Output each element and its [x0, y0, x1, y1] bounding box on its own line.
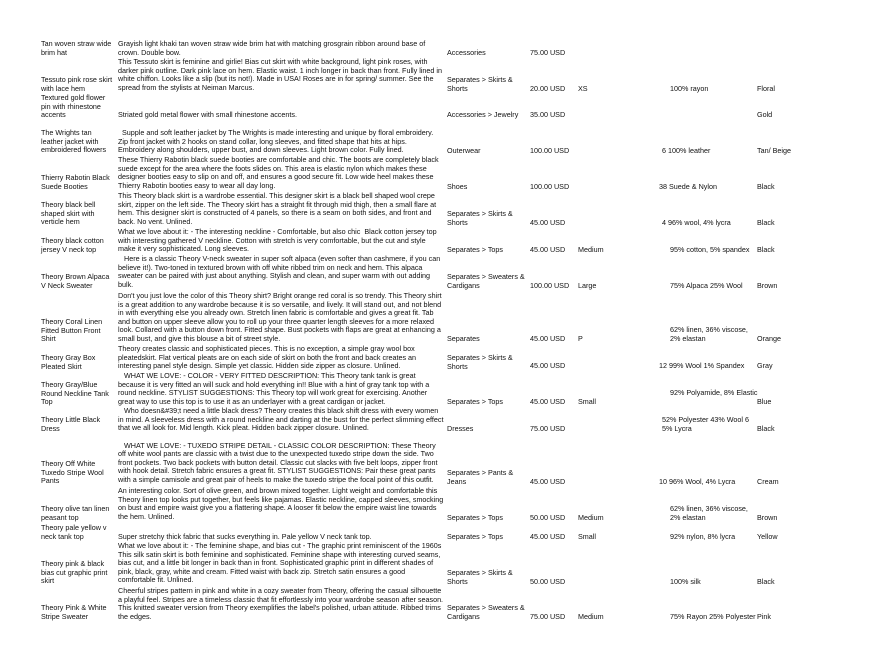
item-price: 75.00 USD: [530, 48, 566, 57]
item-name: Theory Pink & White Stripe Sweater: [41, 603, 109, 621]
item-material: 62% linen, 36% viscose, 2% elastan: [670, 325, 750, 343]
item-description: Supple and soft leather jacket by The Wrights is made interesting and unique by floral embroidery. Zip front jacket with 2 hooks on stand collar, long sleeves, and fitted shape that hits at hips. Embroidery along shoulders, upper bust, and down sleeves. Light brown color. Fully lined.: [118, 128, 436, 155]
item-color: Brown: [757, 281, 778, 290]
item-price: 100.00 USD: [530, 146, 570, 155]
item-category: Separates > Tops: [447, 513, 504, 522]
item-name: Theory olive tan linen peasant top: [41, 504, 112, 522]
item-size: Small: [578, 397, 596, 406]
item-material: 12 99% Wool 1% Spandex: [659, 361, 745, 370]
item-description: WHAT WE LOVE: - COLOR - VERY FITTED DESCRIPTION: This Theory tank tank is great because it is very fitted an will suck and hold everything in!! Blue with a hint of gray tank top with a round neckline. STYLIST SUGGESTIONS: This Theory top will work great for exercising. Another great way to use this top is to use it as an underlayer with a great cardigan or jacket.: [118, 371, 432, 406]
item-color: Tan/ Beige: [757, 146, 791, 155]
item-material: 95% cotton, 5% spandex: [670, 245, 750, 254]
item-color: Yellow: [757, 532, 778, 541]
item-category: Separates > Skirts & Shorts: [447, 209, 515, 227]
item-color: Black: [757, 424, 775, 433]
item-price: 45.00 USD: [530, 397, 566, 406]
item-price: 45.00 USD: [530, 218, 566, 227]
item-description: Super stretchy thick fabric that sucks everything in. Pale yellow V neck tank top.: [118, 532, 372, 541]
item-price: 45.00 USD: [530, 477, 566, 486]
item-price: 35.00 USD: [530, 110, 566, 119]
item-size: Small: [578, 532, 596, 541]
item-material: 10 96% Wool, 4% Lycra: [659, 477, 736, 486]
item-price: 50.00 USD: [530, 513, 566, 522]
item-description: Don't you just love the color of this Theory shirt? Bright orange red coral is so trendy. This Theory shirt is a great addition to any wardrobe because it is so versatile, and lively. It will stand out, and not blend in with everything else you already own. Stretch linen fabric is comfortable and gives a great fit. Tab and button on upper sleeve allow you to roll up your three quarter length sleeves for a more relaxed look. Collared with a button down front. Fitted shape. Bust pockets with flaps are great at enhancing a small bust, and give this blouse a bit of street style.: [118, 291, 444, 343]
item-category: Separates: [447, 334, 480, 343]
item-description: Here is a classic Theory V-neck sweater in super soft alpaca (even softer than cashmere, if you can believe it!). Two-toned in textured brown with off white ribbed trim on neck and hem. This alpaca sweater can be paired with just about anything. Stylish and clean, and super warm with out adding bulk.: [118, 254, 443, 289]
item-description: These Thierry Rabotin black suede booties are comfortable and chic. The boots are completely black suede except for the area where the foots slides on. This area is elastic nylon which makes these designer booties easy to slip on and off, and ensures a good secure fit. Low wide heel makes these Thierry Rabotin booties easy to wear all day long.: [118, 155, 441, 190]
item-price: 50.00 USD: [530, 577, 566, 586]
item-category: Separates > Skirts & Shorts: [447, 75, 515, 93]
item-color: Black: [757, 577, 775, 586]
item-name: Textured gold flower pin with rhinestone accents: [41, 93, 108, 120]
item-name: Theory pink & black bias cut graphic print skirt: [41, 559, 110, 586]
item-description: Striated gold metal flower with small rhinestone accents.: [118, 110, 297, 119]
item-price: 45.00 USD: [530, 532, 566, 541]
item-price: 45.00 USD: [530, 361, 566, 370]
item-size: Medium: [578, 612, 604, 621]
item-material: 75% Alpaca 25% Wool: [670, 281, 743, 290]
item-material: 75% Rayon 25% Polyester: [670, 612, 756, 621]
item-material: 62% linen, 36% viscose, 2% elastan: [670, 504, 750, 522]
item-color: Gold: [757, 110, 773, 119]
item-size: P: [578, 334, 583, 343]
item-description: What we love about it: - The feminine shape, and bias cut - The graphic print reminiscent of the 1960s This silk satin skirt is both feminine and sophisticated. Feminine shape with interesting curved seams, bias cut, and a little bit longer in back than in front. Sophisticated graphic print in different shades of pink, black, gray, white and cream. Fitted waist with back zip. Stretch satin ensures a good comfortable fit. Unlined.: [118, 541, 444, 585]
item-name: Theory Coral Linen Fitted Button Front Shirt: [41, 317, 105, 344]
item-price: 75.00 USD: [530, 612, 566, 621]
item-material: 92% Polyamide, 8% Elastic: [670, 388, 758, 397]
item-material: 100% silk: [670, 577, 701, 586]
item-price: 100.00 USD: [530, 281, 570, 290]
item-color: Blue: [757, 397, 772, 406]
item-color: Black: [757, 182, 775, 191]
item-name: Thierry Rabotin Black Suede Booties: [41, 173, 112, 191]
item-description: An interesting color. Sort of olive green, and brown mixed together. Light weight and comfortable this Theory linen top looks put together, but feels like pajamas. Elastic neckline, capped sleeves, smocking on bust and empire waist give you a flattering shape. A looser fit below the empire waist line towards the hem. Unlined.: [118, 486, 446, 521]
item-description: WHAT WE LOVE: - TUXEDO STRIPE DETAIL - CLASSIC COLOR DESCRIPTION: These Theory off white wool pants are classic with a twist due to the unexpected tuxedo stripe down the side. Two front pockets. Two back pockets with button detail. Classic cut slacks with five belt loops, zipper front with hook detail. Stretch fabric ensures a great fit. STYLIST SUGGESTIONS: Pair these great pants with a simple camisole and great pair of heels to make the tuxedo stripe the focal point of this outfit.: [118, 440, 438, 484]
item-price: 100.00 USD: [530, 182, 570, 191]
item-price: 20.00 USD: [530, 84, 566, 93]
item-category: Separates > Sweaters & Cardigans: [447, 272, 527, 290]
item-name: Tan woven straw wide brim hat: [41, 39, 114, 57]
item-price: 45.00 USD: [530, 245, 566, 254]
item-description: Who doesn&#39;t need a little black dress? Theory creates this black shift dress with every women in mind. A sleeveless dress with a round neckline and darting at the bust for the perfect slimming effect that we all look for. Mid length. Kick pleat. Hidden back zipper closure. Unlined.: [118, 406, 446, 433]
item-description: What we love about it: - The interesting neckline - Comfortable, but also chic Black cotton jersey top with interesting gathered V neckline. Cotton with stretch is very comfortable, but the cut and style make it very sophisticated. Long sleeves.: [118, 227, 439, 254]
item-name: Theory Little Black Dress: [41, 415, 103, 433]
item-size: XS: [578, 84, 588, 93]
item-category: Shoes: [447, 182, 468, 191]
item-name: Theory Off White Tuxedo Stripe Wool Pants: [41, 459, 106, 486]
item-category: Separates > Skirts & Shorts: [447, 353, 515, 371]
item-size: Large: [578, 281, 597, 290]
item-size: Medium: [578, 513, 604, 522]
item-description: This Tessuto skirt is feminine and girlie! Bias cut skirt with white background, light pink roses, with darker pink outline. Dark pink lace on hem. Elastic waist. 1 inch longer in back than front. Fully lined in white chiffon. Looks like a slip (but its not!). Made in USA! Roses are in for spring/ summer. See the spread from the stylists at Neiman Marcus.: [118, 57, 444, 92]
item-color: Cream: [757, 477, 779, 486]
item-description: Theory creates classic and sophisticated pieces. This is no exception, a simple gray wool box pleatedskirt. Flat vertical pleats are on each side of skirt on both the front and back creates an interesting panel style design. Simple yet classic. Hidden side zipper as closure. Unlined.: [118, 344, 419, 371]
item-description: Grayish light khaki tan woven straw wide brim hat with matching grosgrain ribbon around base of crown. Double bow.: [118, 39, 428, 57]
item-name: Theory black cotton jersey V neck top: [41, 236, 106, 254]
item-description: Cheerful stripes pattern in pink and white in a cozy sweater from Theory, offering the casual silhouette a playful feel. Stripes are a timeless classic that fit effortlessly into your wardrobe season after season. This knitted sweater version from Theory exemplifies the label's polished, urban attitude. Ribbed trims the edges.: [118, 586, 445, 621]
item-color: Pink: [757, 612, 771, 621]
item-material: 52% Polyester 43% Wool 6 5% Lycra: [662, 415, 751, 433]
item-color: Brown: [757, 513, 778, 522]
item-category: Separates > Skirts & Shorts: [447, 568, 515, 586]
item-description: This Theory black skirt is a wardrobe essential. This designer skirt is a black bell shaped wool crepe skirt, zipper on the left side. The Theory skirt has a straight fit through mid thigh, then a small flare at hem. This designer skirt is constructed of 4 panels, so there is a seam on both sides, and front and back. No vent. Unlined.: [118, 191, 439, 226]
item-category: Separates > Tops: [447, 245, 504, 254]
item-name: Theory black bell shaped skirt with verticle hem: [41, 200, 98, 227]
item-material: 92% nylon, 8% lycra: [670, 532, 736, 541]
item-category: Accessories > Jewelry: [447, 110, 519, 119]
item-category: Accessories: [447, 48, 486, 57]
item-name: Theory pale yellow v neck tank top: [41, 523, 109, 541]
item-category: Dresses: [447, 424, 474, 433]
item-name: The Wrights tan leather jacket with embroidered flowers: [41, 128, 107, 155]
item-name: Theory Gray Box Pleated Skirt: [41, 353, 98, 371]
item-category: Separates > Pants & Jeans: [447, 468, 516, 486]
item-name: Theory Gray/Blue Round Neckline Tank Top: [41, 380, 111, 407]
item-color: Gray: [757, 361, 773, 370]
item-color: Black: [757, 245, 775, 254]
item-material: 38 Suede & Nylon: [659, 182, 717, 191]
item-category: Separates > Tops: [447, 397, 504, 406]
item-material: 6 100% leather: [662, 146, 711, 155]
item-color: Orange: [757, 334, 781, 343]
item-name: Tessuto pink rose skirt with lace hem: [41, 75, 115, 93]
item-color: Black: [757, 218, 775, 227]
item-material: 4 96% wool, 4% lycra: [662, 218, 731, 227]
item-category: Separates > Sweaters & Cardigans: [447, 603, 527, 621]
item-name: Theory Brown Alpaca V Neck Sweater: [41, 272, 112, 290]
item-category: Separates > Tops: [447, 532, 504, 541]
item-color: Floral: [757, 84, 775, 93]
item-material: 100% rayon: [670, 84, 709, 93]
item-price: 75.00 USD: [530, 424, 566, 433]
item-category: Outerwear: [447, 146, 481, 155]
item-size: Medium: [578, 245, 604, 254]
item-price: 45.00 USD: [530, 334, 566, 343]
